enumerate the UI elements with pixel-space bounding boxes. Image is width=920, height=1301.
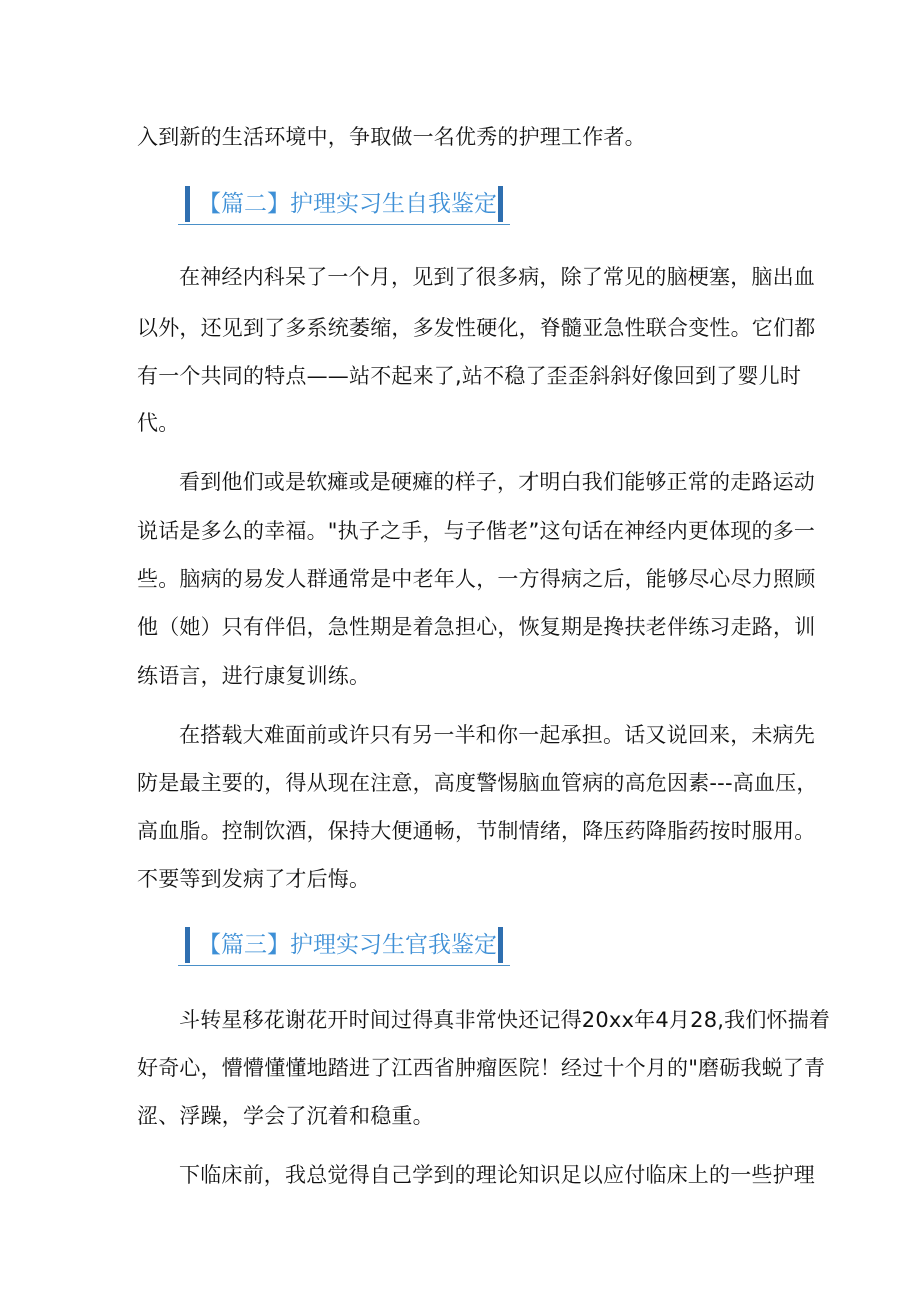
paragraph-line: 斗转星移花谢花开时间过得真非常快还记得20xx年4月28,我们怀揣着: [179, 1008, 831, 1032]
heading-bar-right: [498, 186, 503, 222]
paragraph-line: 以外，还见到了多系统萎缩，多发性硬化，脊髓亚急性联合变性。它们都: [137, 316, 816, 340]
paragraph-line: 些。脑病的易发人群通常是中老年人，一方得病之后，能够尽心尽力照顾: [137, 567, 816, 591]
paragraph-line: 他（她）只有伴侣，急性期是着急担心，恢复期是搀扶老伴练习走路，训: [137, 615, 816, 639]
paragraph-line: 说话是多么的幸福。"执子之手，与子偕老”这句话在神经内更体现的多一: [137, 519, 816, 543]
paragraph-line: 在搭载大难面前或许只有另一半和你一起承担。话又说回来，未病先: [179, 723, 815, 747]
heading-bar-right: [498, 927, 503, 963]
paragraph-line: 练语言，进行康复训练。: [137, 664, 371, 688]
heading-bar-left: [185, 186, 190, 222]
paragraph-line: 下临床前，我总觉得自己学到的理论知识足以应付临床上的一些护理: [179, 1163, 815, 1187]
paragraph-line: 在神经内科呆了一个月，见到了很多病，除了常见的脑梗塞，脑出血: [179, 265, 815, 289]
section-heading-3-text: 【篇三】护理实习生官我鉴定: [198, 932, 497, 958]
paragraph-line: 不要等到发病了才后悔。: [137, 867, 371, 891]
intro-line: 入到新的生活环境中，争取做一名优秀的护理工作者。: [137, 125, 646, 149]
paragraph-line: 防是最主要的，得从现在注意，高度警惕脑血管病的高危因素---高血压，: [137, 771, 818, 795]
paragraph-line: 高血脂。控制饮酒，保持大便通畅，节制情绪，降压药降脂药按时服用。: [137, 819, 816, 843]
heading-bar-left: [185, 927, 190, 963]
paragraph-line: 代。: [137, 411, 180, 435]
paragraph-line: 涩、浮躁，学会了沉着和稳重。: [137, 1104, 434, 1128]
section-heading-2: [178, 182, 510, 225]
paragraph-line: 有一个共同的特点——站不起来了,站不稳了歪歪斜斜好像回到了婴儿时: [137, 364, 802, 388]
paragraph-line: 看到他们或是软瘫或是硬瘫的样子，才明白我们能够正常的走路运动: [179, 470, 815, 494]
paragraph-line: 好奇心，懵懵懂懂地踏进了江西省肿瘤医院！经过十个月的"磨砺我蜕了青: [137, 1056, 826, 1080]
section-heading-3: [178, 923, 510, 966]
section-heading-2-text: 【篇二】护理实习生自我鉴定: [198, 191, 497, 217]
